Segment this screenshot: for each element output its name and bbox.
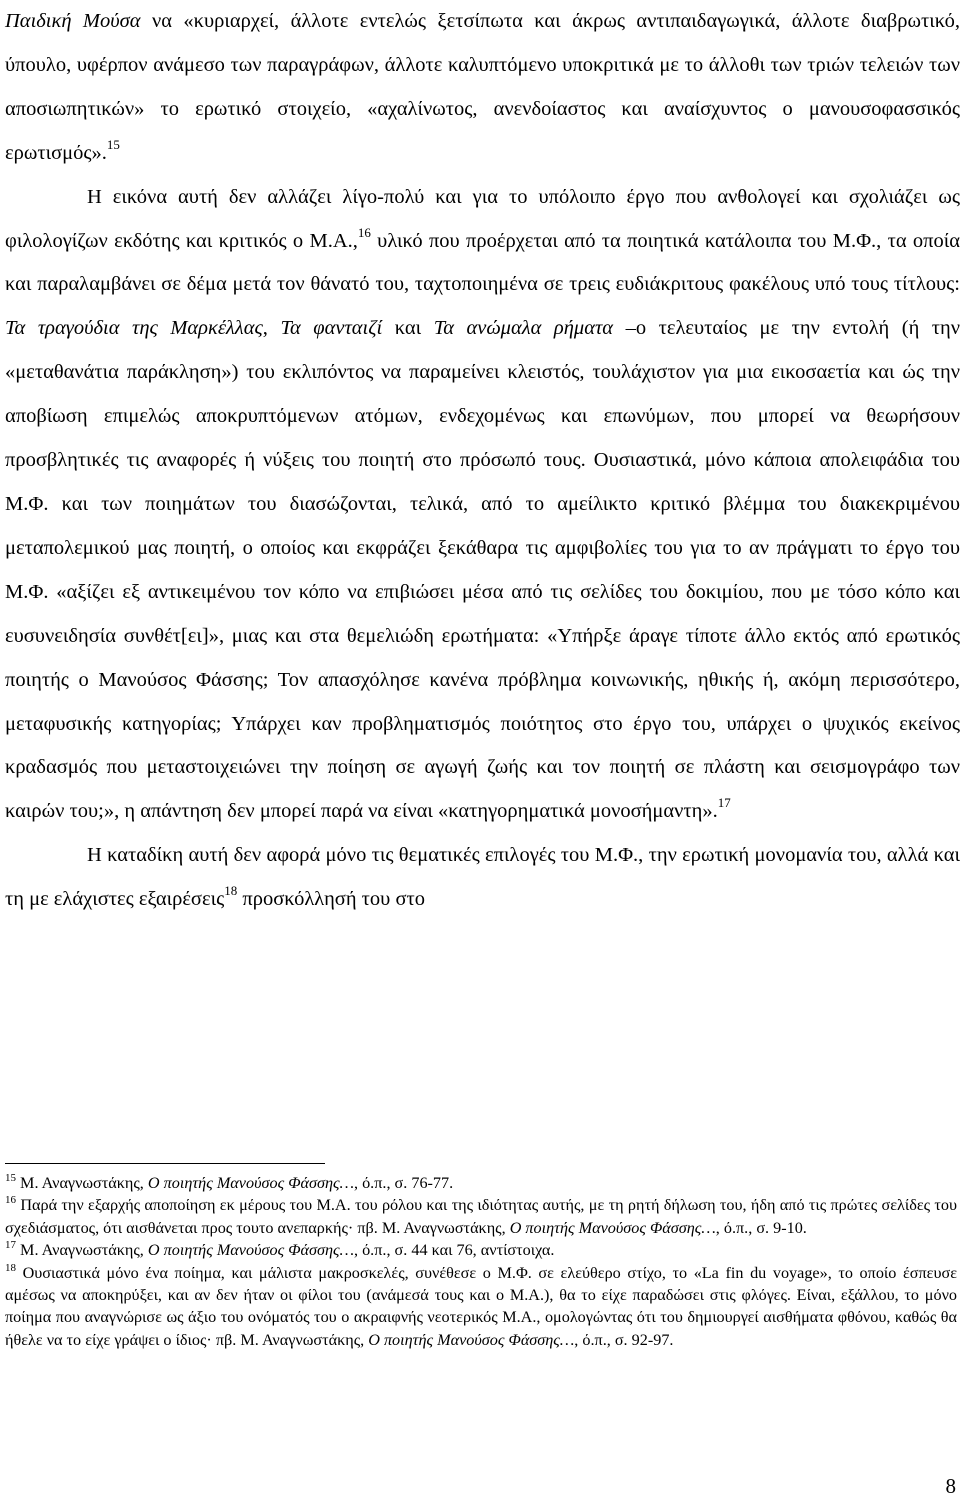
footnote-text: Ουσιαστικά μόνο ένα ποίημα, και μάλιστα μακροσκελές, συνέθεσε ο Μ.Φ. σε ελεύθερο στίχο, το «La fin du voyage», το οποίο έσπευσε αμέσως να αποκηρύξει, και αν δεν ήταν οι φίλοι του (ανάμεσά τους και ο Μ.Α.), θα το είχε παραδώσει στις φλόγες. Είναι, εξάλλου, το μόνο ποίημα που αναγνώρισε ως άξιο του ονόματός του ο ακραιφνής νεοτερικός Μ.Α., ομολογώντας ότι του δημιουργεί αισθήματα φθόνου, καθώς θα ήθελε να το είχε γράψει ο ίδιος· πβ. Μ. Αναγνωστάκης, — [5, 1263, 957, 1349]
footnote-ref-17[interactable]: 17 — [717, 795, 731, 811]
footnote-italic: Ο ποιητής Μανούσος Φάσσης… — [147, 1241, 354, 1260]
paragraph-1 — [5, 0, 960, 176]
paragraph-text: να «κυριαρχεί, άλλοτε εντελώς ξετσίπωτα και άκρως αντιπαιδαγωγικά, άλλοτε διαβρωτικό, ύπουλο, υφέρπον ανάμεσο των παραγράφων, άλλοτε καλυπτόμενο υποκριτικά με το άλλοθι των τριών τελειών των αποσιωπητικών» το ερωτικό στοιχείο, «αχαλίνωτος, ανενδοίαστος και αναίσχυντος ο μανουσοφασσικός ερωτισμός». — [5, 10, 960, 164]
body-text — [5, 0, 960, 922]
document-page — [5, 0, 960, 1498]
footnote — [5, 1194, 957, 1239]
italic-title: Τα τραγούδια της Μαρκέλλας — [5, 317, 263, 340]
footnote-separator — [5, 1163, 325, 1164]
italic-title: Τα φανταιζί — [280, 317, 383, 340]
paragraph-text: , — [262, 317, 281, 340]
footnote — [5, 1262, 957, 1352]
paragraph-text: –ο τελευταίος με την εντολή (ή την «μεταθανάτια παράκληση») του εκλιπόντος να παραμείνει κλειστός, τουλάχιστον για μια εικοσαετία και ώς την αποβίωση επιμελώς αποκρυπτόμενων ατόμων, ενδεχομένως και επωνύμων, που μπορεί να θεωρήσουν προσβλητικές τις αναφορές ή νύξεις του ποιητή στο πρόσωπό τους. Ουσιαστικά, μόνο κάποια απολειφάδια του Μ.Φ. και των ποιημάτων του διασώζονται, τελικά, από το αμείλικτο κριτικό βλέμμα του διακεκριμένου μεταπολεμικού μας ποιητή, ο οποίος και εκφράζει ξεκάθαρα τις αμφιβολίες του για το αν πράγματι το έργο του Μ.Φ. «αξίζει εξ αντικειμένου τον κόπο να επιβιώσει μέσα από τις σελίδες του δοκιμίου, που με τόσο κόπο και ευσυνειδησία συνθέτ[ει]», μιας και στα θεμελιώδη ερωτήματα: «Υπήρξε άραγε τίποτε άλλο εκτός από ερωτικός ποιητής ο Μανούσος Φάσσης; Τον απασχόλησε κανένα πρόβλημα κοινωνικής, ηθικής ή, ακόμη περισσότερο, μεταφυσικής κατηγορίας; Υπάρχει καν προβληματισμός ποιότητος στο έργο του, υπάρχει ο ψυχικός εκείνος κραδασμός που μεταστοιχειώνει την ποίηση σε αγωγή ζωής και τον ποιητή σε πλάστη και σεισμογράφο των καιρών του;», η απάντηση δεν μπορεί παρά να είναι «κατηγορηματικά μονοσήμαντη». — [5, 317, 960, 823]
footnote-number: 15 — [5, 1172, 16, 1184]
footnote-ref-15[interactable]: 15 — [106, 136, 120, 152]
footnote-text: Μ. Αναγνωστάκης, — [16, 1241, 148, 1260]
footnotes — [5, 1172, 957, 1351]
footnote-text: , ό.π., σ. 9-10. — [715, 1218, 807, 1237]
footnote-ref-16[interactable]: 16 — [357, 224, 371, 240]
footnote-text: Παρά την εξαρχής αποποίηση εκ μέρους του Μ.Α. του ρόλου και της ιδιότητας αυτής, με τη ρητή δήλωση του, ήδη από τις πρώτες σελίδες του σχεδιάσματος, ότι αισθάνεται προς τουτο ανεπαρκής· πβ. Μ. Αναγνωστάκης, — [5, 1196, 957, 1237]
footnote-italic: Ο ποιητής Μανούσος Φάσσης… — [509, 1218, 716, 1237]
italic-title: Τα ανώμαλα ρήματα — [433, 317, 614, 340]
paragraph-3 — [5, 834, 960, 922]
footnote-italic: Ο ποιητής Μανούσος Φάσσης… — [368, 1330, 575, 1349]
footnote-text: , ό.π., σ. 76-77. — [353, 1174, 454, 1192]
footnote-number: 17 — [5, 1239, 16, 1252]
paragraph-text: υλικό που προέρχεται από τα ποιητικά κατάλοιπα του Μ.Φ., τα οποία και παραλαμβάνει σε δέμα μετά τον θάνατό του, ταχτοποιημένα σε τρεις ευδιάκριτους φακέλους υπό τους τίτλους: — [5, 229, 960, 296]
footnote-ref-18[interactable]: 18 — [224, 883, 238, 899]
footnote-text: , ό.π., σ. 92-97. — [574, 1330, 674, 1349]
italic-title: Παιδική Μούσα — [5, 10, 141, 32]
paragraph-text: προσκόλλησή του στο — [237, 888, 425, 911]
footnote-number: 16 — [5, 1194, 16, 1207]
footnote-text: , ό.π., σ. 44 και 76, αντίστοιχα. — [353, 1241, 555, 1260]
paragraph-text: Η καταδίκη αυτή δεν αφορά μόνο τις θεματικές επιλογές του Μ.Φ., την ερωτική μονομανία του, αλλά και τη με ελάχιστες εξαιρέσεις — [5, 844, 960, 911]
paragraph-text: Η εικόνα αυτή δεν αλλάζει λίγο-πολύ και για το υπόλοιπο έργο που ανθολογεί και σχολιάζει ως φιλολογίζων εκδότης και κριτικός ο Μ.Α., — [5, 185, 960, 252]
paragraph-text: και — [382, 317, 434, 340]
footnote-italic: Ο ποιητής Μανούσος Φάσσης… — [147, 1174, 354, 1192]
footnote-number: 18 — [5, 1261, 16, 1274]
footnote — [5, 1239, 957, 1261]
footnote-text: Μ. Αναγνωστάκης, — [16, 1174, 148, 1192]
paragraph-2 — [5, 176, 960, 835]
footnote — [5, 1172, 957, 1194]
page-number: 8 — [945, 1474, 956, 1498]
